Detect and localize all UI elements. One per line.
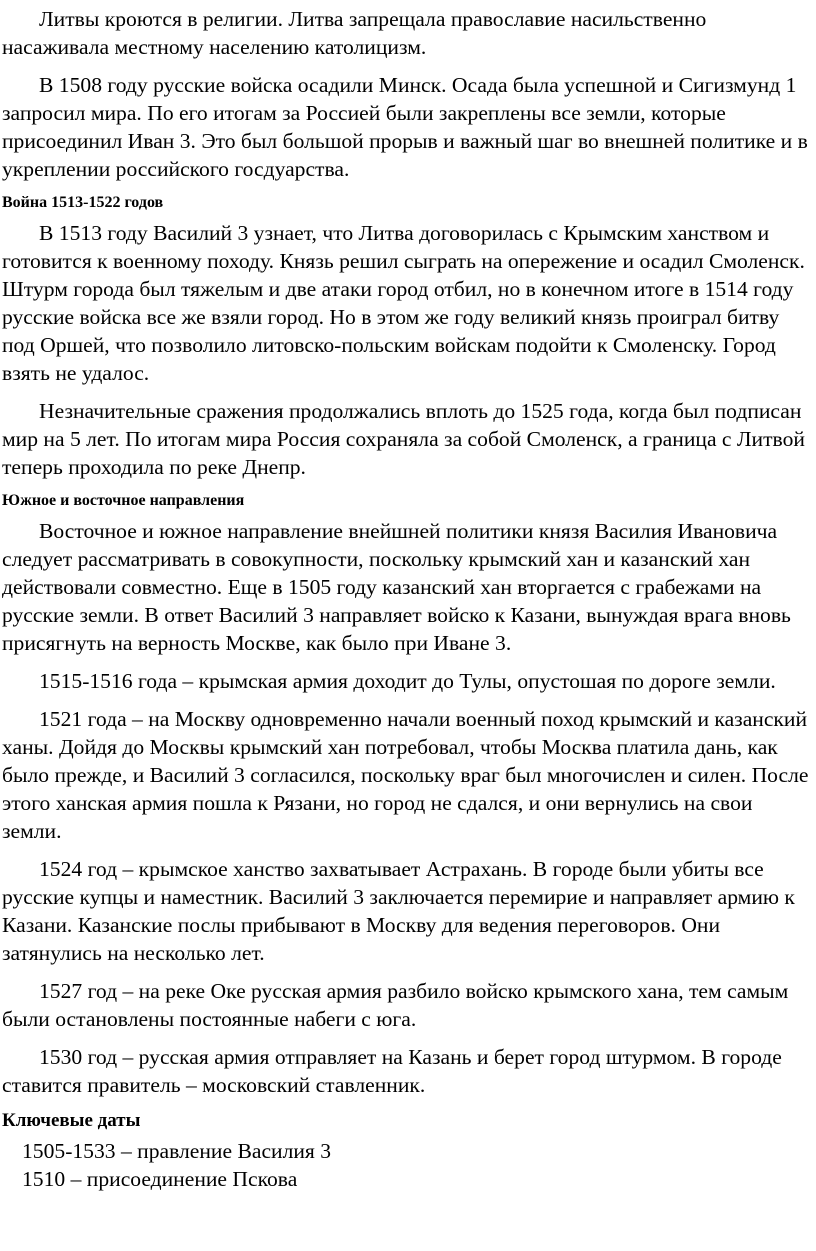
paragraph-1530: 1530 год – русская армия отправляет на Казань и берет город штурмом. В городе ставится правитель – московский ставленник. (2, 1045, 782, 1097)
paragraph-1521: 1521 года – на Москву одновременно начали военный поход крымский и казанский ханы. Дойдя до Москвы крымский хан потребовал, чтобы Москва платила дань, как было прежде, и Василий 3 согласился, поскольку враг был многочислен и силен. После этого ханская армия пошла к Рязани, но город не сдался, и они вернулись на свои земли. (2, 707, 809, 843)
key-date-item: 1510 – присоединение Пскова (22, 1167, 298, 1191)
paragraph-1515-1516: 1515-1516 года – крымская армия доходит до Тулы, опустошая по дороге земли. (39, 669, 776, 693)
heading-south-east-directions: Южное и восточное направления (2, 492, 245, 509)
heading-war-1513-1522: Война 1513-1522 годов (2, 194, 164, 211)
paragraph-1524: 1524 год – крымское ханство захватывает Астрахань. В городе были убиты все русские купцы и наместник. Василий 3 заключается перемирие и направляет армию к Казани. Казанские послы прибывают в Москву для ведения переговоров. Они затянулись на несколько лет. (2, 857, 795, 965)
paragraph-kazan-crimea: Восточное и южное направление внейшней политики князя Василия Ивановича следует рассматривать в совокупности, поскольку крымский хан и казанский хан действовали совместно. Еще в 1505 году казанский хан вторгается с грабежами на русские земли. В ответ Василий 3 направляет войско к Казани, вынуждая врага вновь присягнуть на верность Москве, как было при Иване 3. (2, 519, 791, 655)
paragraph-lithuania-religion: Литвы кроются в религии. Литва запрещала православие насильственно насаживала местному населению католицизм. (2, 7, 707, 59)
heading-key-dates: Ключевые даты (2, 1110, 141, 1131)
paragraph-minsk-siege: В 1508 году русские войска осадили Минск. Осада была успешной и Сигизмунд 1 запросил мира. По его итогам за Россией были закреплены все земли, которые присоединил Иван 3. Это был большой прорыв и важный шаг во внешней политике и в укреплении российского госдуарства. (2, 73, 808, 181)
paragraph-peace-1525: Незначительные сражения продолжались вплоть до 1525 года, когда был подписан мир на 5 лет. По итогам мира Россия сохраняла за собой Смоленск, а граница с Литвой теперь проходила по реке Днепр. (2, 399, 805, 479)
paragraph-smolensk-siege: В 1513 году Василий 3 узнает, что Литва договорилась с Крымским ханством и готовится к военному походу. Князь решил сыграть на опережение и осадил Смоленск. Штурм города был тяжелым и две атаки город отбил, но в конечном итоге в 1514 году русские войска все же взяли город. Но в этом же году великий князь проиграл битву под Оршей, что позволило литовско-польским войскам подойти к Смоленску. Город взять не удалос. (2, 221, 805, 385)
key-date-item: 1505-1533 – правление Василия 3 (22, 1139, 332, 1163)
key-dates-list (2, 1137, 814, 1193)
paragraph-1527: 1527 год – на реке Оке русская армия разбило войско крымского хана, тем самым были остановлены постоянные набеги с юга. (2, 979, 789, 1031)
